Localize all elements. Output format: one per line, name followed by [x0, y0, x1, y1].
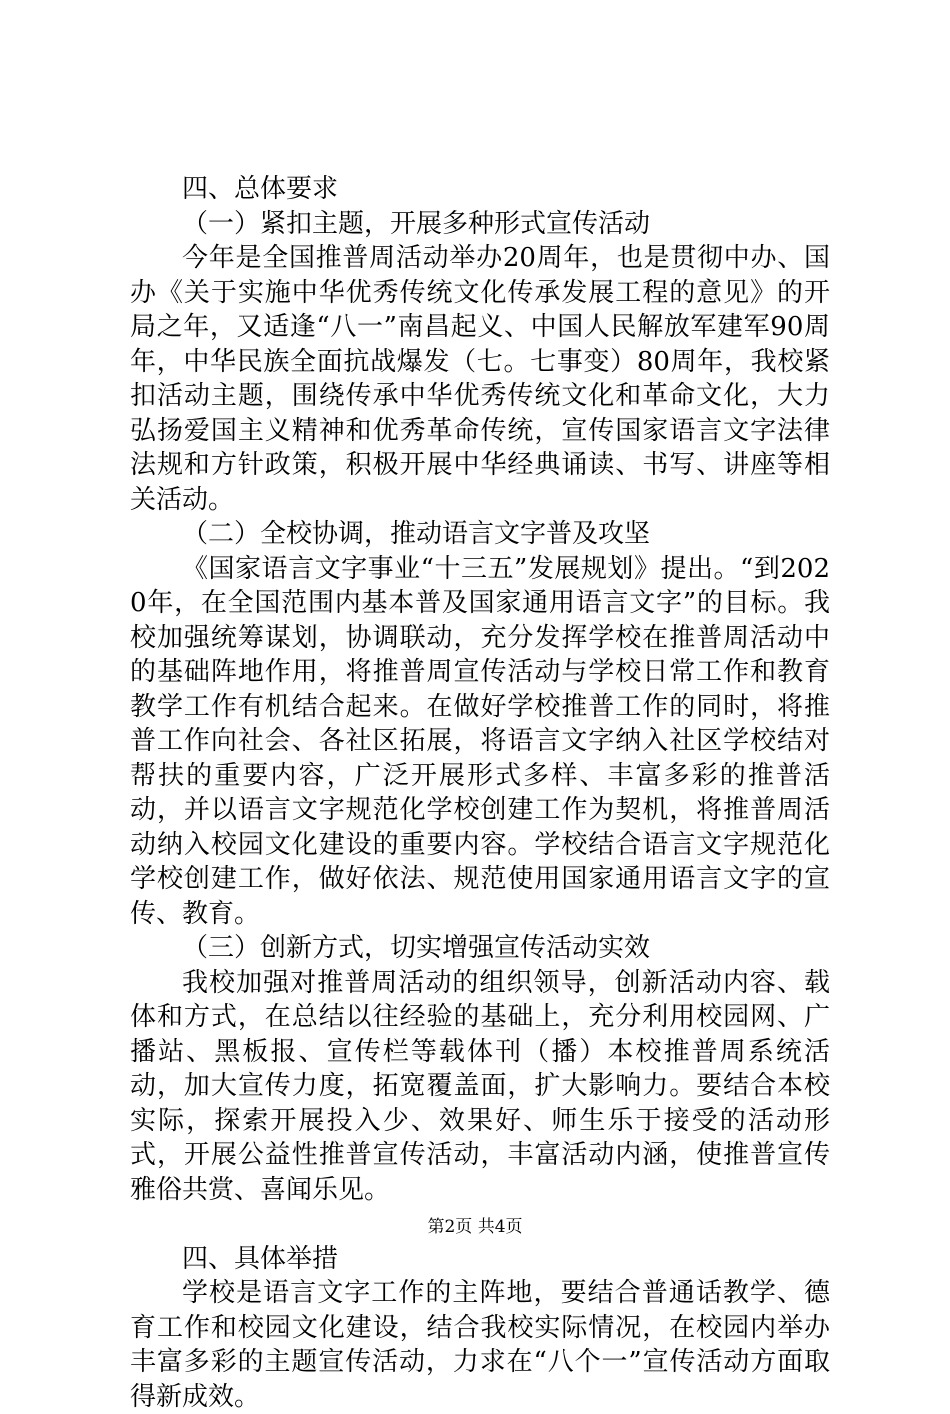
subsection-title-2: （二）全校协调，推动语言文字普及攻坚 — [182, 519, 651, 549]
section-heading-overall-requirements: 四、总体要求 — [182, 174, 339, 204]
section-heading-specific-measures: 四、具体举措 — [182, 1243, 339, 1274]
page-number-footer: 第2页 共4页 — [427, 1217, 523, 1237]
paragraph-4: 学校是语言文字工作的主阵地，要结合普通话教学、德育工作和校园文化建设，结合我校实际情况，在校园内举办丰富多彩的主题宣传活动，力求在“八个一”宣传活动方面取得新成效。 — [130, 1278, 830, 1412]
subsection-title-1: （一）紧扣主题，开展多种形式宣传活动 — [182, 208, 651, 239]
paragraph-2: 《国家语言文字事业“十三五”发展规划》提出。“到2020年，在全国范围内基本普及国家通用语言文字”的目标。我校加强统筹谋划，协调联动，充分发挥学校在推普周活动中的基础阵地作用，将推普周宣传活动与学校日常工作和教育教学工作有机结合起来。在做好学校推普工作的同时，将推普工作向社会、各社区拓展，将语言文字纳入社区学校结对帮扶的重要内容，广泛开展形式多样、丰富多彩的推普活动，并以语言文字规范化学校创建工作为契机，将推普周活动纳入校园文化建设的重要内容。学校结合语言文字规范化学校创建工作，做好依法、规范使用国家通用语言文字的宣传、教育。 — [130, 553, 830, 929]
paragraph-1: 今年是全国推普周活动举办20周年，也是贯彻中办、国办《关于实施中华优秀传统文化传承发展工程的意见》的开局之年，又适逢“八一”南昌起义、中国人民解放军建军90周年，中华民族全面抗战爆发（七。七事变）80周年，我校紧扣活动主题，围绕传承中华优秀传统文化和革命文化，大力弘扬爱国主义精神和优秀革命传统，宣传国家语言文字法律法规和方针政策，积极开展中华经典诵读、书写、讲座等相关活动。 — [130, 243, 830, 515]
paragraph-3: 我校加强对推普周活动的组织领导，创新活动内容、载体和方式，在总结以往经验的基础上，充分利用校园网、广播站、黑板报、宣传栏等载体刊（播）本校推普周系统活动，加大宣传力度，拓宽覆盖面，扩大影响力。要结合本校实际，探索开展投入少、效果好、师生乐于接受的活动形式，开展公益性推普宣传活动，丰富活动内涵，使推普宣传雅俗共赏、喜闻乐见。 — [130, 967, 830, 1205]
subsection-title-3: （三）创新方式，切实增强宣传活动实效 — [182, 933, 651, 963]
